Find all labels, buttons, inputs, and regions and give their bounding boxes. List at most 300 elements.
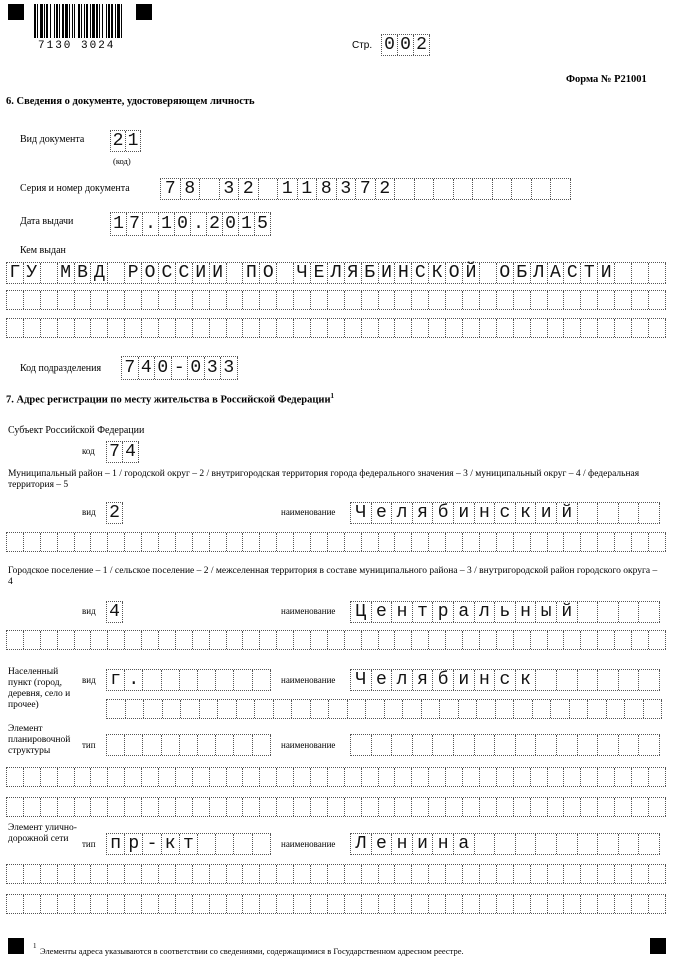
char-cell: [639, 670, 660, 690]
char-cell: [415, 179, 435, 199]
char-cell: [91, 768, 108, 786]
char-cell: [598, 533, 615, 551]
char-cell: [564, 631, 581, 649]
char-cell: Ч: [294, 263, 311, 283]
series-label: Серия и номер документа: [20, 183, 130, 194]
char-cell: [176, 768, 193, 786]
char-cell: [75, 768, 92, 786]
char-cell: [193, 631, 210, 649]
char-cell: [7, 895, 24, 913]
char-cell: [180, 735, 198, 755]
char-cell: А: [548, 263, 565, 283]
char-cell: 0: [175, 213, 191, 235]
char-cell: [227, 865, 244, 883]
municipal-text: Муниципальный район – 1 / городской округ – 2 / внутригородская территория города федерального значения – 3 / муниципальный округ – 4 / федеральная территория – 5: [8, 469, 640, 490]
char-cell: В: [75, 263, 92, 283]
char-cell: [311, 895, 328, 913]
char-cell: [497, 865, 514, 883]
char-cell: [143, 735, 161, 755]
char-cell: [598, 798, 615, 816]
char-cell: [564, 533, 581, 551]
char-cell: [294, 798, 311, 816]
char-cell: [625, 700, 644, 718]
char-cell: [41, 319, 58, 337]
char-cell: [395, 631, 412, 649]
char-cell: [227, 263, 244, 283]
char-cell: [311, 291, 328, 309]
char-cell: [311, 319, 328, 337]
char-cell: С: [159, 263, 176, 283]
char-cell: [24, 768, 41, 786]
char-cell: 2: [414, 35, 430, 55]
char-cell: Н: [395, 263, 412, 283]
series-cells[interactable]: [160, 178, 571, 200]
char-cell: [243, 631, 260, 649]
char-cell: [75, 533, 92, 551]
char-cell: [345, 631, 362, 649]
char-cell: [379, 768, 396, 786]
char-cell: [514, 798, 531, 816]
char-cell: [619, 503, 640, 523]
char-cell: [632, 631, 649, 649]
char-cell: 0: [155, 357, 172, 379]
char-cell: [328, 895, 345, 913]
locality-name-row-2[interactable]: [106, 699, 662, 719]
char-cell: [649, 631, 666, 649]
char-cell: .: [191, 213, 207, 235]
char-cell: 4: [107, 602, 123, 622]
char-cell: [551, 179, 571, 199]
char-cell: [253, 834, 271, 854]
char-cell: [260, 533, 277, 551]
issued-by-row-2[interactable]: [6, 290, 666, 310]
char-cell: [564, 768, 581, 786]
char-cell: [41, 631, 58, 649]
char-cell: 1: [159, 213, 175, 235]
char-cell: [379, 533, 396, 551]
char-cell: [292, 700, 311, 718]
char-cell: [294, 319, 311, 337]
char-cell: [581, 768, 598, 786]
char-cell: 3: [337, 179, 357, 199]
date-cells[interactable]: [110, 212, 271, 236]
char-cell: [581, 291, 598, 309]
char-cell: [548, 631, 565, 649]
char-cell: [180, 670, 198, 690]
char-cell: [227, 768, 244, 786]
char-cell: И: [379, 263, 396, 283]
char-cell: л: [392, 503, 413, 523]
char-cell: [91, 291, 108, 309]
char-cell: [311, 533, 328, 551]
char-cell: [7, 631, 24, 649]
street-name-row-2[interactable]: [6, 864, 666, 884]
char-cell: [392, 735, 413, 755]
barcode: [34, 4, 124, 38]
char-cell: [24, 798, 41, 816]
char-cell: [514, 865, 531, 883]
char-cell: [497, 319, 514, 337]
char-cell: [210, 865, 227, 883]
char-cell: б: [433, 670, 454, 690]
issued-by-row-1[interactable]: [6, 262, 666, 284]
char-cell: О: [142, 263, 159, 283]
char-cell: [41, 865, 58, 883]
char-cell: [277, 798, 294, 816]
char-cell: [619, 834, 640, 854]
char-cell: [581, 895, 598, 913]
char-cell: [385, 700, 404, 718]
char-cell: [210, 798, 227, 816]
char-cell: [311, 798, 328, 816]
char-cell: [75, 319, 92, 337]
char-cell: [649, 319, 666, 337]
char-cell: [24, 291, 41, 309]
char-cell: [412, 768, 429, 786]
char-cell: 0: [188, 357, 205, 379]
char-cell: [216, 834, 234, 854]
char-cell: [294, 895, 311, 913]
char-cell: [649, 798, 666, 816]
char-cell: [379, 319, 396, 337]
char-cell: [379, 865, 396, 883]
char-cell: [294, 291, 311, 309]
char-cell: 0: [223, 213, 239, 235]
char-cell: [480, 291, 497, 309]
char-cell: [58, 768, 75, 786]
municipal-kind-cells[interactable]: [106, 502, 123, 524]
char-cell: [7, 798, 24, 816]
char-cell: л: [392, 670, 413, 690]
char-cell: [24, 865, 41, 883]
locality-kind-label: вид: [82, 675, 96, 685]
corner-marker-top-left: [8, 4, 24, 20]
char-cell: [463, 895, 480, 913]
char-cell: [176, 319, 193, 337]
char-cell: [142, 865, 159, 883]
char-cell: О: [497, 263, 514, 283]
char-cell: [548, 895, 565, 913]
char-cell: [227, 895, 244, 913]
char-cell: [200, 179, 220, 199]
subject-code-cells[interactable]: [106, 441, 139, 463]
char-cell: [536, 834, 557, 854]
char-cell: [294, 865, 311, 883]
char-cell: [413, 735, 434, 755]
char-cell: [362, 798, 379, 816]
char-cell: [176, 798, 193, 816]
char-cell: [227, 631, 244, 649]
char-cell: [581, 533, 598, 551]
char-cell: Л: [328, 263, 345, 283]
char-cell: [615, 319, 632, 337]
char-cell: [649, 865, 666, 883]
char-cell: И: [598, 263, 615, 283]
char-cell: [328, 319, 345, 337]
char-cell: [243, 319, 260, 337]
char-cell: [311, 768, 328, 786]
char-cell: [446, 631, 463, 649]
char-cell: [162, 735, 180, 755]
char-cell: [125, 533, 142, 551]
char-cell: [557, 735, 578, 755]
char-cell: [497, 291, 514, 309]
char-cell: и: [536, 503, 557, 523]
char-cell: й: [557, 503, 578, 523]
char-cell: 7: [107, 442, 123, 462]
char-cell: [429, 895, 446, 913]
char-cell: [75, 865, 92, 883]
form-title: Форма № Р21001: [566, 74, 647, 85]
char-cell: [480, 631, 497, 649]
char-cell: Т: [581, 263, 598, 283]
char-cell: [495, 834, 516, 854]
char-cell: [598, 319, 615, 337]
subdivision-cells[interactable]: [121, 356, 238, 380]
char-cell: [649, 291, 666, 309]
municipal-name-cells[interactable]: [350, 502, 660, 524]
char-cell: 2: [207, 213, 223, 235]
char-cell: 1: [126, 131, 141, 151]
char-cell: [362, 319, 379, 337]
char-cell: [395, 291, 412, 309]
char-cell: [277, 895, 294, 913]
char-cell: [277, 533, 294, 551]
char-cell: [218, 700, 237, 718]
char-cell: [557, 834, 578, 854]
settlement-name-cells[interactable]: [350, 601, 660, 623]
char-cell: [412, 865, 429, 883]
char-cell: 4: [139, 357, 156, 379]
char-cell: [548, 768, 565, 786]
planning-type-cells[interactable]: [106, 734, 271, 756]
char-cell: [619, 735, 640, 755]
char-cell: [531, 768, 548, 786]
barcode-number: 7130 3024: [38, 40, 116, 52]
char-cell: [260, 631, 277, 649]
char-cell: [615, 533, 632, 551]
settlement-kind-label: вид: [82, 606, 96, 616]
footnote-number: 1: [33, 942, 37, 950]
issued-by-row-3[interactable]: [6, 318, 666, 338]
char-cell: а: [454, 834, 475, 854]
char-cell: [598, 865, 615, 883]
char-cell: [108, 291, 125, 309]
char-cell: [75, 631, 92, 649]
char-cell: [581, 631, 598, 649]
char-cell: [159, 895, 176, 913]
char-cell: [260, 798, 277, 816]
char-cell: [598, 291, 615, 309]
char-cell: [564, 798, 581, 816]
char-cell: е: [372, 834, 393, 854]
char-cell: [328, 768, 345, 786]
char-cell: Й: [463, 263, 480, 283]
char-cell: [348, 700, 367, 718]
char-cell: [243, 768, 260, 786]
char-cell: [514, 768, 531, 786]
char-cell: [422, 700, 441, 718]
street-type-label: тип: [82, 839, 96, 849]
char-cell: [41, 533, 58, 551]
char-cell: [345, 895, 362, 913]
char-cell: Л: [531, 263, 548, 283]
char-cell: н: [475, 503, 496, 523]
char-cell: [91, 798, 108, 816]
char-cell: т: [413, 602, 434, 622]
char-cell: [514, 700, 533, 718]
street-name-row-3[interactable]: [6, 894, 666, 914]
locality-kind-cells[interactable]: [106, 669, 271, 691]
char-cell: [193, 319, 210, 337]
planning-name-row-2[interactable]: [6, 767, 666, 787]
char-cell: [75, 895, 92, 913]
char-cell: У: [24, 263, 41, 283]
char-cell: [277, 263, 294, 283]
char-cell: [578, 602, 599, 622]
char-cell: [412, 319, 429, 337]
char-cell: [514, 319, 531, 337]
char-cell: [24, 533, 41, 551]
char-cell: [429, 319, 446, 337]
char-cell: [227, 291, 244, 309]
char-cell: [58, 533, 75, 551]
char-cell: [125, 798, 142, 816]
section7-title: 7. Адрес регистрации по месту жительства в Российской Федерации$^1$: [6, 392, 335, 406]
char-cell: [108, 319, 125, 337]
char-cell: [564, 319, 581, 337]
char-cell: [475, 735, 496, 755]
char-cell: [200, 700, 219, 718]
char-cell: 4: [123, 442, 139, 462]
char-cell: 3: [221, 357, 238, 379]
char-cell: [480, 798, 497, 816]
char-cell: [379, 798, 396, 816]
char-cell: [463, 291, 480, 309]
char-cell: [531, 533, 548, 551]
char-cell: е: [372, 670, 393, 690]
char-cell: [429, 631, 446, 649]
char-cell: [91, 895, 108, 913]
char-cell: [277, 865, 294, 883]
char-cell: [598, 670, 619, 690]
char-cell: 0: [382, 35, 398, 55]
char-cell: [533, 700, 552, 718]
char-cell: [7, 865, 24, 883]
char-cell: [311, 700, 330, 718]
char-cell: [514, 631, 531, 649]
char-cell: И: [210, 263, 227, 283]
char-cell: [328, 291, 345, 309]
settlement-name-row-2[interactable]: [6, 630, 666, 650]
char-cell: [277, 291, 294, 309]
doc-type-cells[interactable]: [110, 130, 141, 152]
char-cell: [429, 291, 446, 309]
char-cell: н: [433, 834, 454, 854]
char-cell: [649, 895, 666, 913]
char-cell: Г: [7, 263, 24, 283]
char-cell: [429, 533, 446, 551]
doc-type-label: Вид документа: [20, 134, 85, 145]
char-cell: [345, 865, 362, 883]
char-cell: Ч: [351, 503, 372, 523]
char-cell: [159, 319, 176, 337]
street-type-cells[interactable]: [106, 833, 271, 855]
char-cell: [570, 700, 589, 718]
municipal-name-row-2[interactable]: [6, 532, 666, 552]
char-cell: [255, 700, 274, 718]
char-cell: [193, 865, 210, 883]
char-cell: й: [557, 602, 578, 622]
char-cell: [311, 631, 328, 649]
char-cell: 1: [239, 213, 255, 235]
char-cell: [7, 291, 24, 309]
char-cell: е: [372, 602, 393, 622]
char-cell: т: [180, 834, 198, 854]
char-cell: [328, 865, 345, 883]
subdivision-label: Код подразделения: [20, 363, 102, 374]
locality-name-cells[interactable]: [350, 669, 660, 691]
char-cell: [548, 319, 565, 337]
char-cell: [126, 700, 145, 718]
street-name-cells[interactable]: [350, 833, 660, 855]
char-cell: [433, 735, 454, 755]
char-cell: Д: [91, 263, 108, 283]
char-cell: [259, 179, 279, 199]
char-cell: я: [413, 503, 434, 523]
char-cell: [514, 291, 531, 309]
char-cell: [176, 895, 193, 913]
char-cell: [446, 798, 463, 816]
planning-name-row-3[interactable]: [6, 797, 666, 817]
char-cell: [176, 291, 193, 309]
char-cell: [159, 533, 176, 551]
char-cell: [564, 895, 581, 913]
char-cell: [58, 319, 75, 337]
char-cell: [429, 865, 446, 883]
char-cell: [463, 533, 480, 551]
char-cell: 5: [255, 213, 271, 235]
char-cell: н: [392, 834, 413, 854]
planning-name-cells[interactable]: [350, 734, 660, 756]
char-cell: [429, 768, 446, 786]
char-cell: 3: [205, 357, 222, 379]
char-cell: [564, 865, 581, 883]
date-label: Дата выдачи: [20, 216, 74, 227]
char-cell: [253, 670, 271, 690]
char-cell: [536, 735, 557, 755]
char-cell: [497, 533, 514, 551]
settlement-kind-cells[interactable]: [106, 601, 123, 623]
char-cell: [480, 768, 497, 786]
char-cell: [548, 865, 565, 883]
settlement-name-label: наименование: [281, 606, 336, 616]
char-cell: [294, 631, 311, 649]
char-cell: [434, 179, 454, 199]
barcode-bar: [122, 4, 124, 38]
char-cell: [548, 798, 565, 816]
street-name-label: наименование: [281, 839, 336, 849]
char-cell: [24, 631, 41, 649]
char-cell: [615, 631, 632, 649]
char-cell: [198, 670, 216, 690]
char-cell: [243, 533, 260, 551]
char-cell: [198, 834, 216, 854]
char-cell: 8: [317, 179, 337, 199]
locality-name-label: наименование: [281, 675, 336, 685]
char-cell: [615, 263, 632, 283]
char-cell: [159, 798, 176, 816]
